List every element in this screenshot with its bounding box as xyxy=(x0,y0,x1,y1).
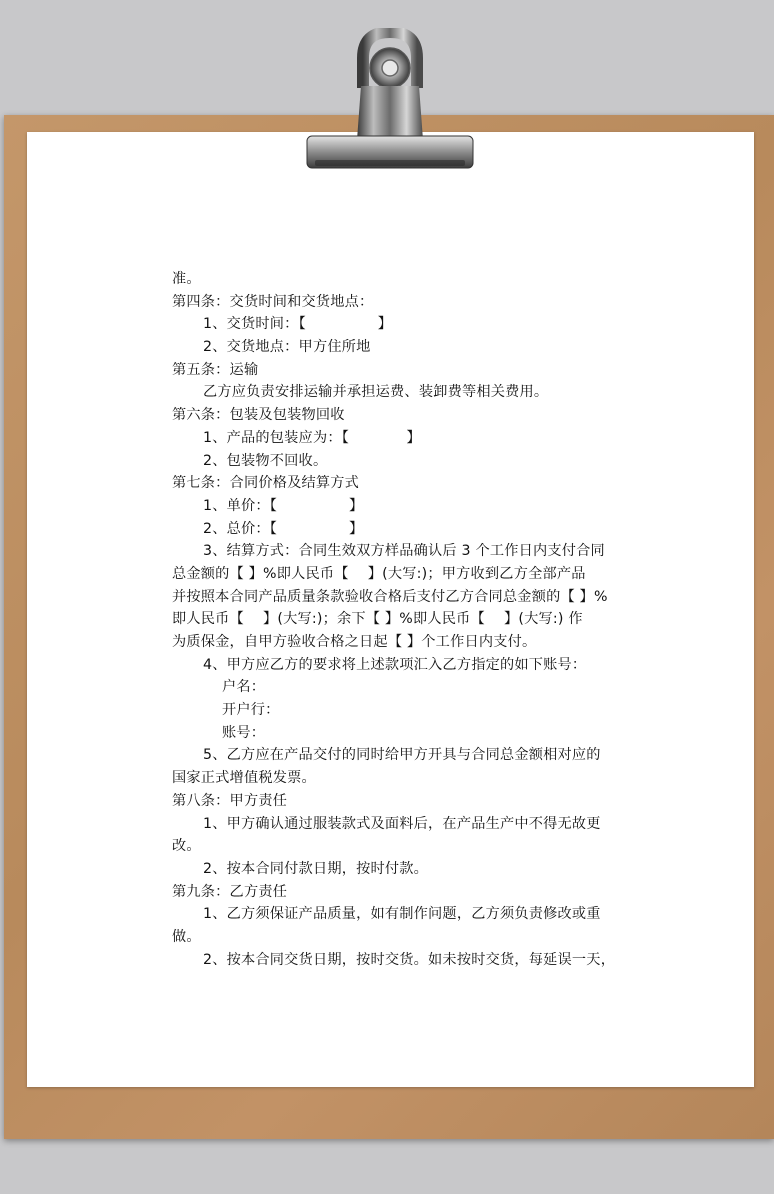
document-line: 5、乙方应在产品交付的同时给甲方开具与合同总金额相对应的 xyxy=(203,747,601,764)
document-line: 做。 xyxy=(172,928,201,945)
document-line: 第五条：运输 xyxy=(172,361,259,378)
document-line: 并按照本合同产品质量条款验收合格后支付乙方合同总金额的【 】% xyxy=(172,588,608,605)
document-line: 乙方应负责安排运输并承担运费、装卸费等相关费用。 xyxy=(203,384,549,401)
contract-text xyxy=(172,268,616,971)
document-line: 1、产品的包装应为：【 】 xyxy=(203,429,421,446)
document-line: 4、甲方应乙方的要求将上述款项汇入乙方指定的如下账号： xyxy=(203,656,587,673)
document-line: 准。 xyxy=(172,271,201,287)
document-line: 改。 xyxy=(172,838,201,855)
document-line: 1、乙方须保证产品质量，如有制作问题，乙方须负责修改或重 xyxy=(203,906,601,923)
document-line: 2、按本合同付款日期，按时付款。 xyxy=(203,860,429,877)
document-line: 3、结算方式：合同生效双方样品确认后 3 个工作日内支付合同 xyxy=(203,543,605,560)
document-line: 为质保金，自甲方验收合格之日起【 】个工作日内支付。 xyxy=(172,634,537,650)
document-line: 1、交货时间：【 】 xyxy=(203,316,393,333)
document-line: 2、包装物不回收。 xyxy=(203,452,328,469)
document-line: 总金额的【 】%即人民币【 】(大写:)；甲方收到乙方全部产品 xyxy=(172,565,586,582)
document-line: 1、单价：【 】 xyxy=(203,497,364,514)
document-line: 第七条：合同价格及结算方式 xyxy=(172,475,360,492)
document-line: 第八条：甲方责任 xyxy=(172,792,288,809)
document-line: 国家正式增值税发票。 xyxy=(172,770,316,787)
document-line: 账号： xyxy=(222,724,266,741)
document-line: 第六条：包装及包装物回收 xyxy=(172,407,345,424)
document-line: 第九条：乙方责任 xyxy=(172,883,288,900)
document-line: 2、按本合同交货日期，按时交货。如未按时交货，每延误一天， xyxy=(203,951,616,968)
document-line: 户名： xyxy=(222,679,266,696)
document-line: 开户行： xyxy=(222,702,280,719)
document-line: 第四条：交货时间和交货地点： xyxy=(172,293,374,310)
document-line: 1、甲方确认通过服装款式及面料后，在产品生产中不得无故更 xyxy=(203,815,601,832)
binder-clip-icon xyxy=(305,28,475,178)
document-line: 即人民币【 】(大写:)；余下【 】%即人民币【 】(大写:) 作 xyxy=(172,611,583,628)
document-line: 2、交货地点：甲方住所地 xyxy=(203,339,371,356)
document-line: 2、总价：【 】 xyxy=(203,520,364,537)
